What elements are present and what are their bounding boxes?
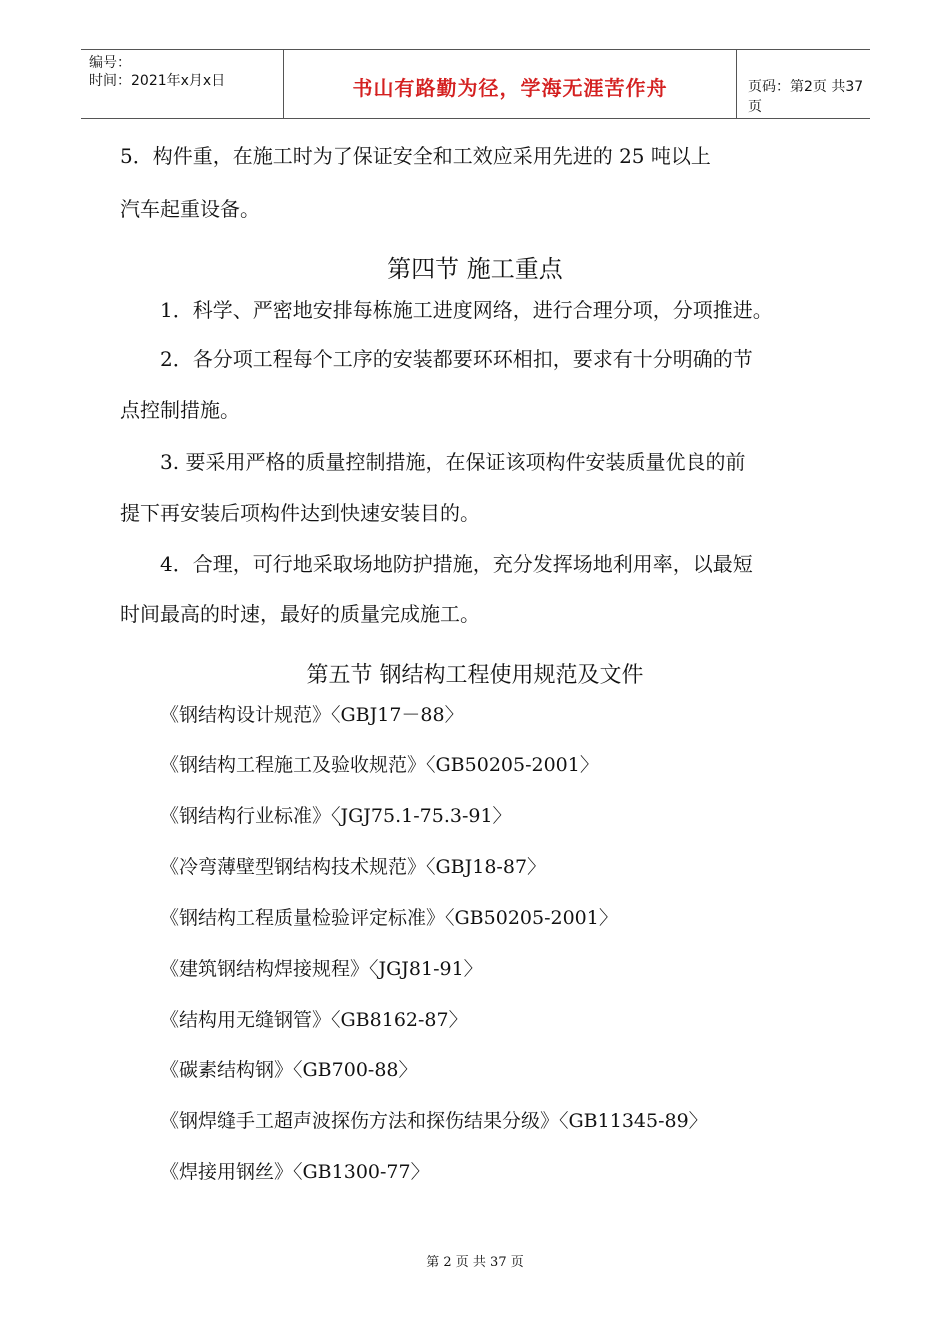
section-4-item-2-line-1: 2．各分项工程每个工序的安装都要环环相扣，要求有十分明确的节	[160, 347, 753, 371]
header-meta	[81, 50, 283, 118]
paragraph-5-line-2: 汽车起重设备。	[120, 197, 260, 221]
section-4-item-4-line-2: 时间最高的时速，最好的质量完成施工。	[120, 602, 480, 626]
reference-item: 《结构用无缝钢管》〈GB8162-87〉	[160, 1009, 468, 1031]
document-time-label: 时间：2021年x月x日	[89, 73, 226, 89]
reference-item: 《钢结构设计规范》〈GBJ17－88〉	[160, 704, 464, 726]
reference-item: 《钢结构工程质量检验评定标准》〈GB50205-2001〉	[160, 907, 618, 929]
reference-item: 《钢结构行业标准》〈JGJ75.1-75.3-91〉	[160, 805, 512, 827]
reference-item: 《焊接用钢丝》〈GB1300-77〉	[160, 1161, 430, 1183]
page-header	[81, 49, 870, 119]
reference-item: 《碳素结构钢》〈GB700-88〉	[160, 1059, 418, 1081]
header-motto-cell	[283, 50, 737, 118]
section-4-item-4-line-1: 4．合理，可行地采取场地防护措施，充分发挥场地利用率，以最短	[160, 552, 753, 576]
section-4-title: 第四节 施工重点	[387, 255, 563, 283]
reference-item: 《钢结构工程施工及验收规范》〈GB50205-2001〉	[160, 754, 599, 776]
document-number-label: 编号：	[89, 55, 131, 71]
section-4-item-3-line-2: 提下再安装后项构件达到快速安装目的。	[120, 501, 480, 525]
section-5-title: 第五节 钢结构工程使用规范及文件	[306, 663, 644, 688]
paragraph-5-line-1: 5．构件重，在施工时为了保证安全和工效应采用先进的 25 吨以上	[120, 144, 711, 168]
reference-item: 《建筑钢结构焊接规程》〈JGJ81-91〉	[160, 958, 483, 980]
section-4-item-1: 1．科学、严密地安排每栋施工进度网络，进行合理分项，分项推进。	[160, 298, 773, 322]
header-motto: 书山有路勤为径，学海无涯苦作舟	[352, 76, 668, 100]
section-4-item-3-line-1: 3. 要采用严格的质量控制措施，在保证该项构件安装质量优良的前	[160, 450, 746, 474]
reference-item: 《钢焊缝手工超声波探伤方法和探伤结果分级》〈GB11345-89〉	[160, 1110, 708, 1132]
reference-item: 《冷弯薄壁型钢结构技术规范》〈GBJ18-87〉	[160, 856, 547, 878]
header-page-info: 页码：第2页 共37页	[748, 79, 864, 115]
header-page-cell	[736, 50, 870, 118]
section-4-item-2-line-2: 点控制措施。	[120, 398, 240, 422]
page-footer-number: 第 2 页 共 37 页	[426, 1255, 524, 1270]
